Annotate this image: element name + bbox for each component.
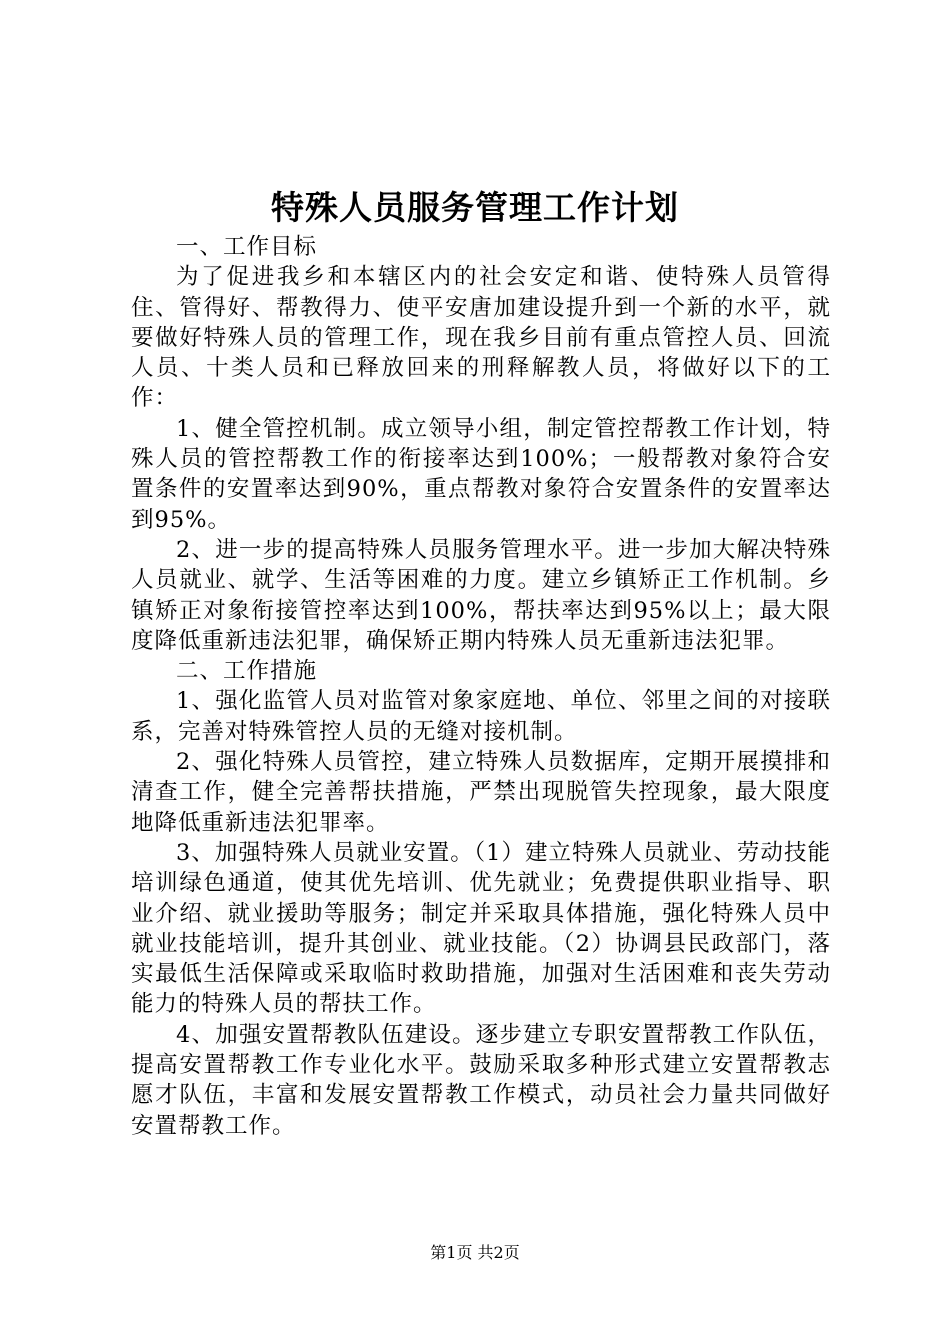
paragraph-measure-2: 2、强化特殊人员管控，建立特殊人员数据库，定期开展摸排和清查工作，健全完善帮扶措施，严禁出现脱管失控现象，最大限度地降低重新违法犯罪率。 xyxy=(131,749,831,836)
paragraph-goal-1: 1、健全管控机制。成立领导小组，制定管控帮教工作计划，特殊人员的管控帮教工作的衔接率达到100%；一般帮教对象符合安置条件的安置率达到90%，重点帮教对象符合安置条件的安置率达到95%。 xyxy=(131,415,831,533)
page-footer: 第1页 共2页 xyxy=(430,1243,520,1262)
document-body xyxy=(131,232,831,1141)
section-heading-measures: 二、工作措施 xyxy=(176,658,318,685)
paragraph-measure-4: 4、加强安置帮教队伍建设。逐步建立专职安置帮教工作队伍，提高安置帮教工作专业化水平。鼓励采取多种形式建立安置帮教志愿才队伍，丰富和发展安置帮教工作模式，动员社会力量共同做好安置帮教工作。 xyxy=(131,1021,831,1139)
document-title: 特殊人员服务管理工作计划 xyxy=(271,188,679,227)
paragraph-intro: 为了促进我乡和本辖区内的社会安定和谐、使特殊人员管得住、管得好、帮教得力、使平安唐加建设提升到一个新的水平，就要做好特殊人员的管理工作，现在我乡目前有重点管控人员、回流人员、十类人员和已释放回来的刑释解教人员，将做好以下的工作： xyxy=(131,264,831,412)
section-heading-goals: 一、工作目标 xyxy=(176,234,318,260)
paragraph-measure-1: 1、强化监管人员对监管对象家庭地、单位、邻里之间的对接联系，完善对特殊管控人员的无缝对接机制。 xyxy=(131,688,831,745)
paragraph-goal-2: 2、进一步的提高特殊人员服务管理水平。进一步加大解决特殊人员就业、就学、生活等困难的力度。建立乡镇矫正工作机制。乡镇矫正对象衔接管控率达到100%，帮扶率达到95%以上；最大限度降低重新违法犯罪，确保矫正期内特殊人员无重新违法犯罪。 xyxy=(131,536,831,654)
paragraph-measure-3: 3、加强特殊人员就业安置。（1）建立特殊人员就业、劳动技能培训绿色通道，使其优先培训、优先就业；免费提供职业指导、职业介绍、就业援助等服务；制定并采取具体措施，强化特殊人员中就业技能培训，提升其创业、就业技能。（2）协调县民政部门，落实最低生活保障或采取临时救助措施，加强对生活困难和丧失劳动能力的特殊人员的帮扶工作。 xyxy=(131,839,831,1018)
